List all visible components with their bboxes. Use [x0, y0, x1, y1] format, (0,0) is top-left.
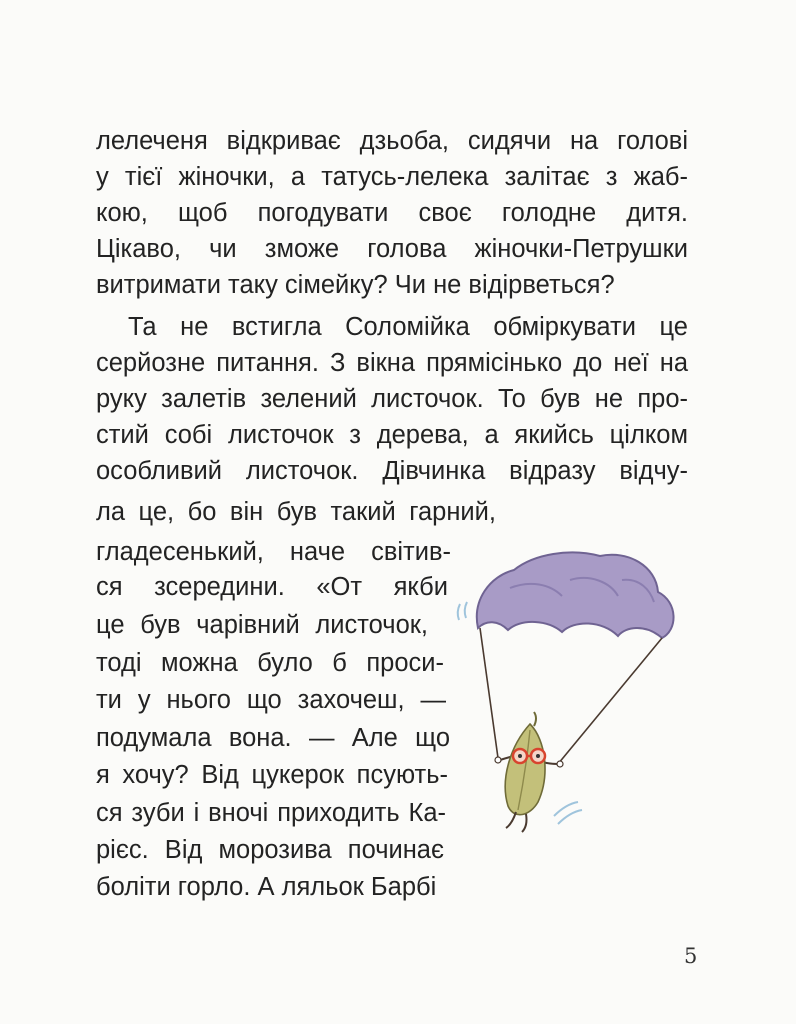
text-line: ся зуби і вночі приходить Ка- [96, 799, 446, 827]
text-line: це був чарівний листочок, [96, 611, 428, 639]
page-number: 5 [684, 944, 698, 968]
text-line: особливий листочок. Дівчинка відразу відчу- [96, 457, 688, 485]
text-line: рієс. Від морозива починає [96, 836, 444, 864]
text-line: боліти горло. А ляльок Барбі [96, 873, 437, 901]
text-line: витримати таку сімейку? Чи не відірветься? [96, 271, 615, 299]
text-line: я хочу? Від цукерок псують- [96, 761, 448, 789]
text-line: стий собі листочок з дерева, а якийсь цілком [96, 421, 688, 449]
text-line: лелеченя відкриває дзьоба, сидячи на голові [96, 127, 688, 155]
text-line: ся зсередини. «От якби [96, 573, 448, 601]
text-line: кою, щоб погодувати своє голодне дитя. [96, 199, 688, 227]
text-line: гладесенький, наче світив- [96, 538, 451, 566]
text-line: тоді можна було б проси- [96, 649, 444, 677]
text-line: серйозне питання. З вікна прямісінько до неї на [96, 349, 688, 377]
text-line: ти у нього що захочеш, — [96, 686, 446, 714]
text-line: подумала вона. — Але що [96, 724, 450, 752]
text-line: Та не встигла Соломійка обміркувати це [128, 313, 688, 341]
text-line: руку залетів зелений листочок. То був не про- [96, 385, 688, 413]
text-line: Цікаво, чи зможе голова жіночки-Петрушки [96, 235, 688, 263]
parachute-leaf-illustration [450, 540, 690, 840]
parachute-canopy [477, 552, 674, 638]
text-line: у тієї жіночки, а татусь-лелека залітає з жаб- [96, 163, 688, 191]
text-line: ла це, бо він був такий гарний, [96, 498, 496, 526]
